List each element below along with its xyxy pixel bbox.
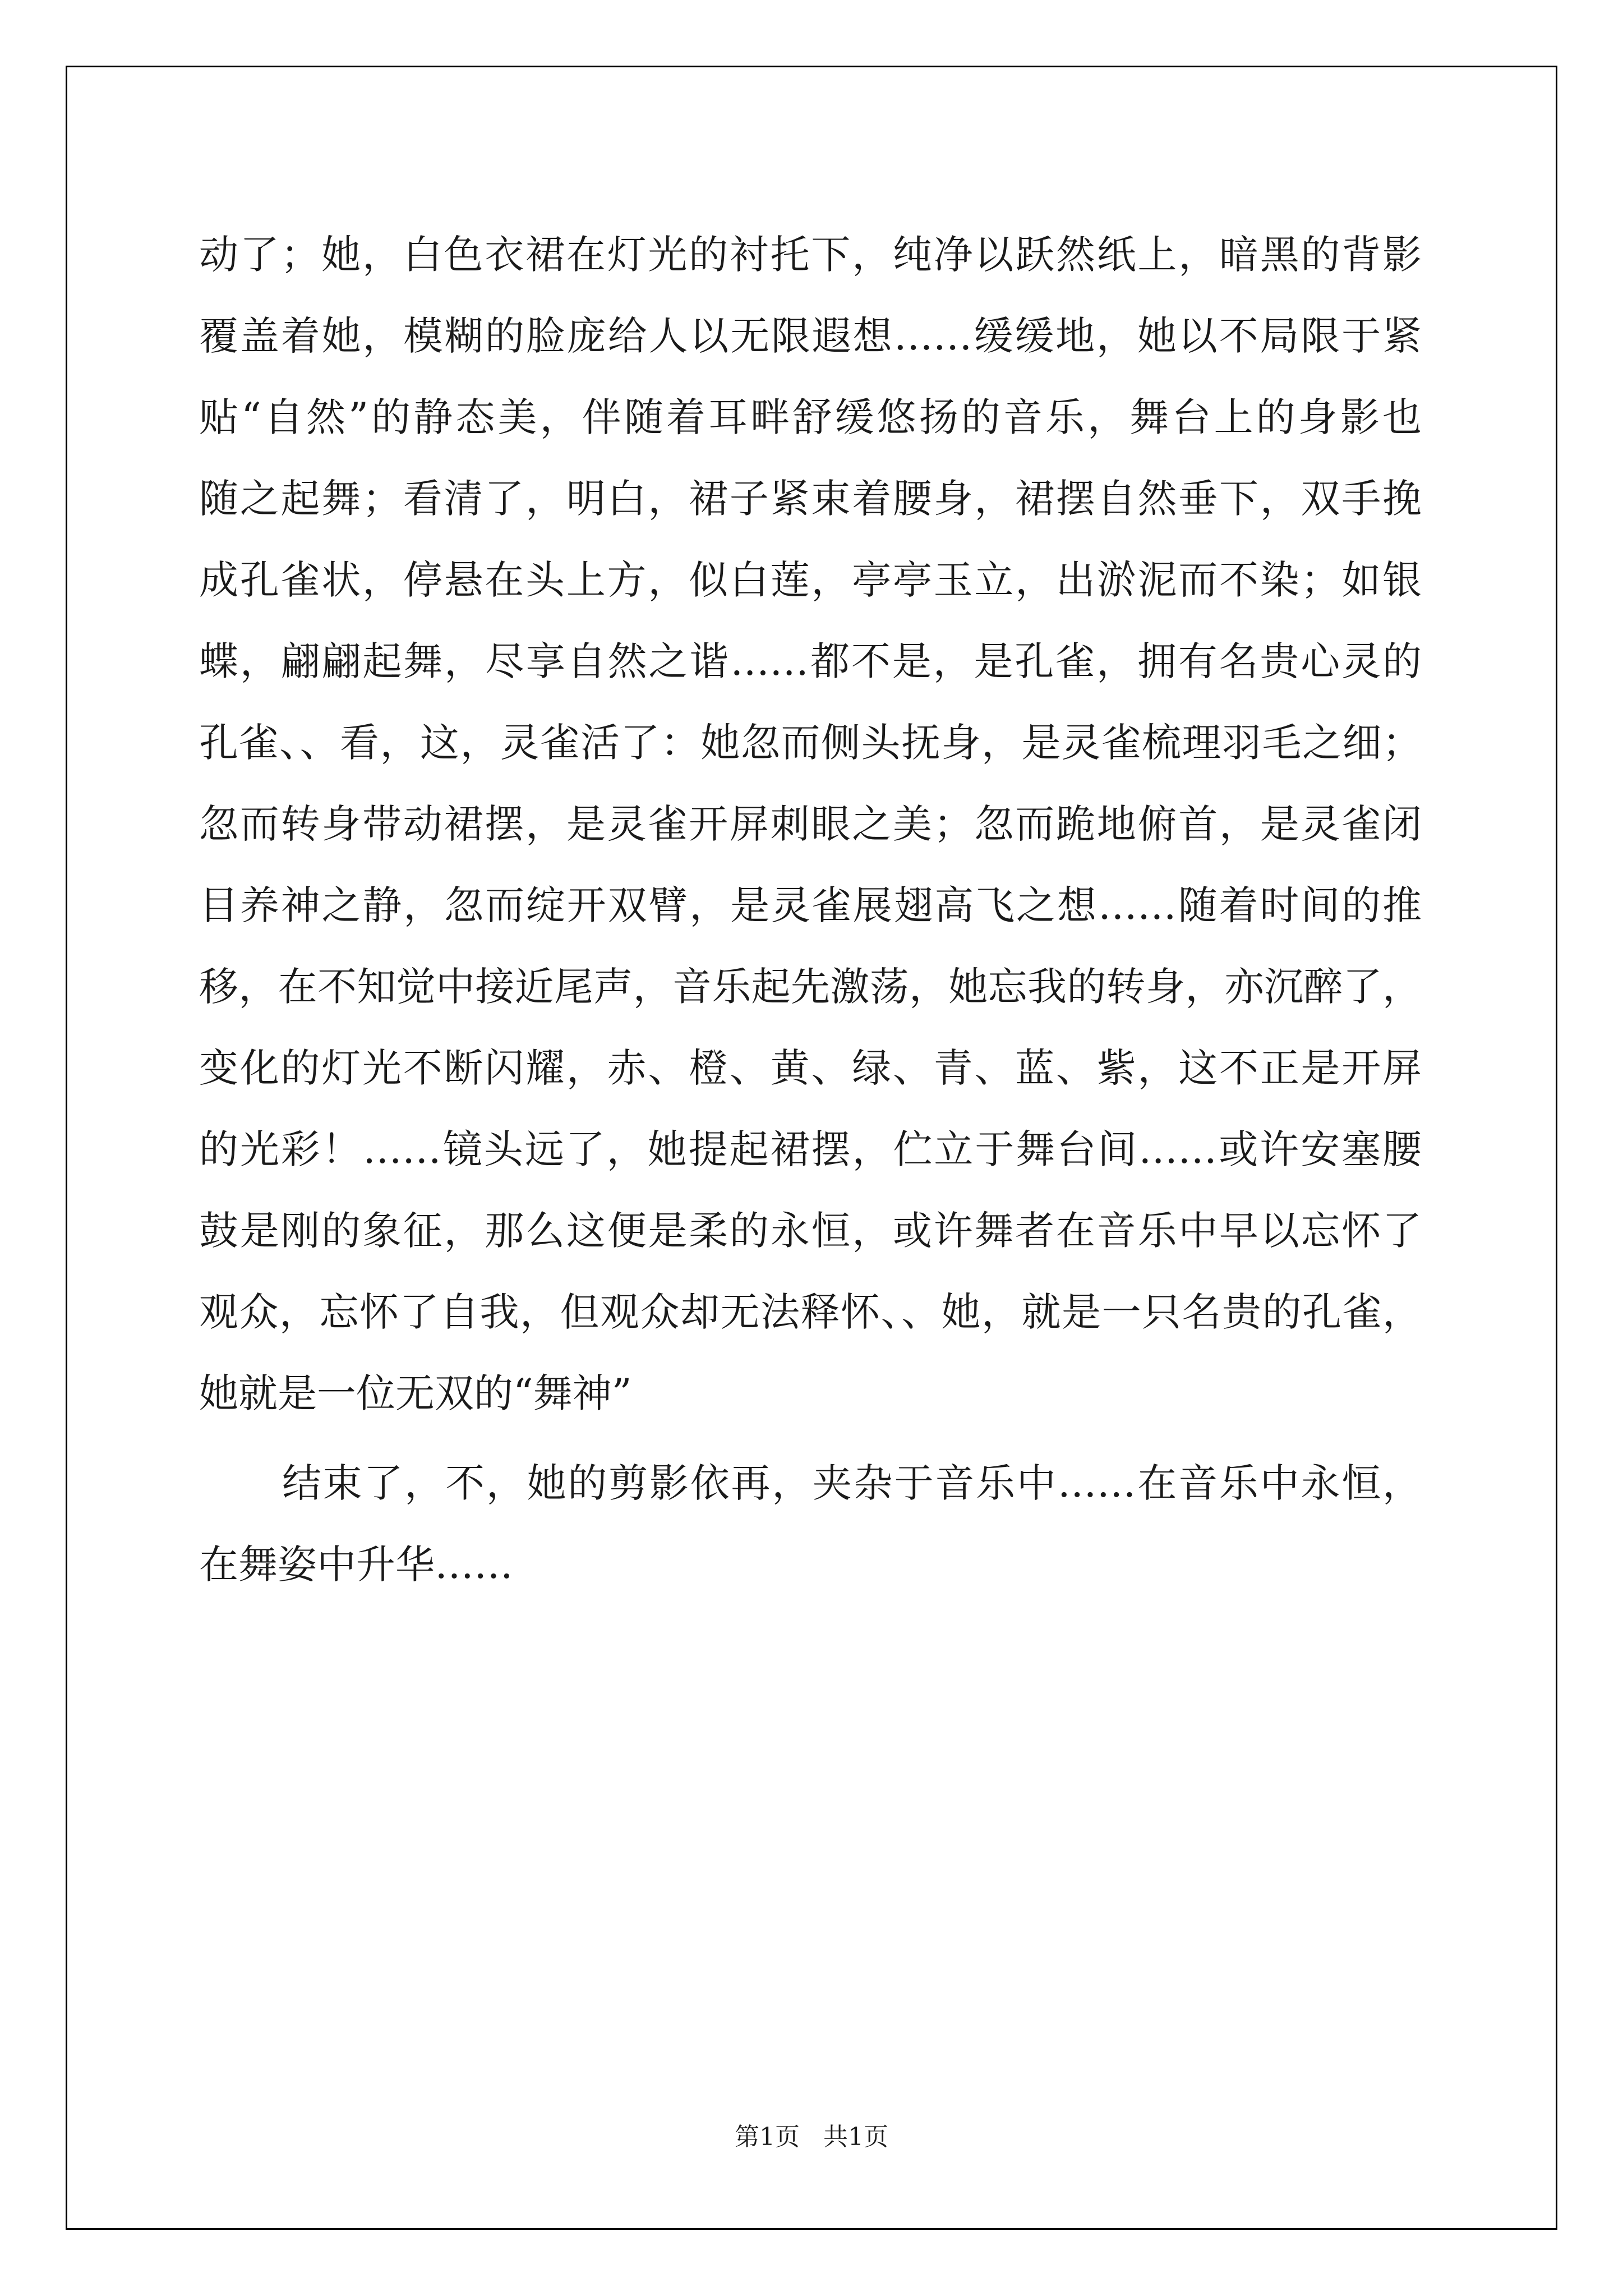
text-line: 的光彩！……镜头远了，她提起裙摆，伫立于舞台间……或许安塞腰: [199, 1126, 1422, 1172]
text-line: 成孔雀状，停悬在头上方，似白莲，亭亭玉立，出淤泥而不染；如银: [199, 557, 1422, 603]
text-line: 忽而转身带动裙摆，是灵雀开屏刺眼之美；忽而跪地俯首，是灵雀闭: [199, 801, 1422, 847]
text-line: 鼓是刚的象征，那么这便是柔的永恒，或许舞者在音乐中早以忘怀了: [199, 1208, 1422, 1254]
text-line: 变化的灯光不断闪耀，赤、橙、黄、绿、青、蓝、紫，这不正是开屏: [199, 1045, 1422, 1091]
text-line: 在舞姿中升华……: [199, 1542, 513, 1588]
text-line: 她就是一位无双的“舞神”: [199, 1370, 632, 1416]
text-line: 随之起舞；看清了，明白，裙子紧束着腰身，裙摆自然垂下，双手挽: [199, 476, 1422, 522]
text-line: 结束了，不，她的剪影依再，夹杂于音乐中……在音乐中永恒，: [282, 1460, 1422, 1506]
text-line: 观众，忘怀了自我，但观众却无法释怀、、她，就是一只名贵的孔雀，: [199, 1289, 1422, 1335]
document-body: [199, 214, 1422, 1605]
page-footer: 第1页 共1页: [735, 2123, 888, 2151]
text-line: 移，在不知觉中接近尾声，音乐起先激荡，她忘我的转身，亦沉醉了，: [199, 964, 1422, 1010]
text-line: 蝶，翩翩起舞，尽享自然之谐……都不是，是孔雀，拥有名贵心灵的: [199, 638, 1422, 684]
text-line: 贴“自然”的静态美，伴随着耳畔舒缓悠扬的音乐，舞台上的身影也: [199, 394, 1422, 440]
paragraph-spacer: [199, 1434, 1422, 1443]
text-line: 目养神之静，忽而绽开双臂，是灵雀展翅高飞之想……随着时间的推: [199, 882, 1422, 928]
paragraph-1: [199, 214, 1422, 1434]
paragraph-2: [199, 1443, 1422, 1605]
text-line: 覆盖着她，模糊的脸庞给人以无限遐想……缓缓地，她以不局限于紧: [199, 313, 1422, 359]
text-line: 孔雀、、看，这，灵雀活了：她忽而侧头抚身，是灵雀梳理羽毛之细；: [199, 720, 1422, 766]
text-line: 动了；她，白色衣裙在灯光的衬托下，纯净以跃然纸上，暗黑的背影: [199, 232, 1422, 278]
